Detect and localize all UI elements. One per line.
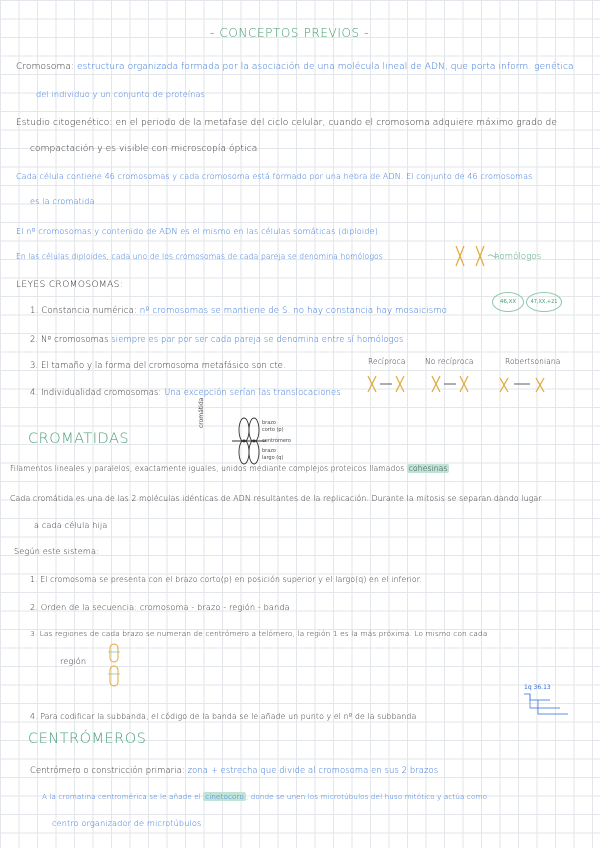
leyes-heading: LEYES CROMOSOMAS:	[16, 280, 124, 290]
cromatidas-p2b: a cada célula hija	[34, 520, 108, 530]
sistema-4: 4. Para codificar la subbanda, el código de la banda se le añade un punto y el nº de la subbanda	[30, 712, 417, 721]
centromero-line-1	[30, 763, 438, 777]
diagram-label-4: brazo	[262, 448, 276, 454]
translocacion-reciproca-label: Recíproca	[368, 357, 406, 366]
cromosoma-line-1	[16, 60, 574, 74]
sistema-3a: 3. Las regiones de cada brazo se numeran de centrómero a telómero, la región 1 es la más próxima. Lo mismo con cada	[30, 629, 488, 638]
diagram-label-1: brazo	[262, 420, 276, 426]
translocacion-robertsoniana-label: Robertsoniana	[505, 357, 561, 366]
centromeros-heading: CENTRÓMEROS	[28, 731, 147, 747]
diploides-line: En las células diploides, cada uno de los cromosomas de cada pareja se denomina homólogos	[16, 252, 383, 261]
numero-line: El nº cromosomas y contenido de ADN es el mismo en las células somáticas (diploide)	[16, 226, 379, 236]
ley-2	[30, 332, 403, 346]
band-diagram	[520, 690, 590, 722]
cada-celula-line-2: es la cromatida	[30, 196, 95, 206]
estudio-def: en el periodo de la metafase del ciclo celular, cuando el cromosoma adquiere máximo grado de	[115, 118, 557, 128]
estudio-line-1	[16, 116, 557, 130]
ley-1	[30, 304, 447, 318]
band-code: 1q 36.13	[524, 684, 551, 691]
centromero-def: zona + estrecha que divide al cromosoma en sus 2 brazos	[187, 765, 439, 775]
ley-4-term: 4. Individualidad cromosomas:	[30, 387, 165, 397]
cromatidas-heading: CROMATIDAS	[28, 431, 130, 447]
cromatidas-p2a: Cada cromátida es una de las 2 moléculas idénticas de ADN resultantes de la replicación. Durante la mitosis se separan dando lugar	[10, 494, 542, 503]
sistema-2: 2. Orden de la secuencia: cromosoma - brazo - región - banda	[30, 602, 290, 612]
cromatidas-p1-text: Filamentos lineales y paralelos, exactamente iguales, unidos mediante complejos proteicos llamados	[10, 464, 407, 473]
ley-1-def: nº cromosomas se mantiene de S. no hay constancia hay mosaicismo	[139, 306, 448, 316]
diagram-side-label: cromátida	[198, 397, 205, 428]
sistema-3b: región	[60, 656, 87, 666]
translocacion-noreciproca-label: No recíproca	[425, 357, 474, 366]
homologos-sketch	[452, 244, 500, 272]
diagram-label-2: corto (p)	[262, 427, 284, 433]
ley-1-term: 1. Constancia numérica:	[30, 306, 140, 316]
ley-4	[30, 385, 341, 399]
centromero-line-2	[42, 790, 487, 804]
diagram-label-5: largo (q)	[262, 455, 284, 461]
homologos-label: homólogos	[494, 252, 542, 262]
ley-4-def: Una excepción serían las translocaciones	[164, 387, 341, 397]
segun-line: Según este sistema:	[14, 546, 99, 556]
cromosoma-term: Cromosoma:	[16, 62, 78, 72]
sistema-1: 1. El cromosoma se presenta con el brazo corto(p) en posición superior y el largo(q) en el inferior.	[30, 575, 422, 584]
centromero-line-3: centro organizador de microtúbulos	[52, 818, 202, 828]
region-diagram	[100, 640, 140, 694]
cromosoma-line-2: del individuo y un conjunto de proteínas	[36, 89, 205, 99]
ley-3: 3. El tamaño y la forma del cromosoma metafásico son cte.	[30, 360, 286, 370]
translocation-chromosomes-icon	[360, 372, 560, 406]
ley-2-def: siempre es par por ser cada pareja se denomina entre sí homólogos	[111, 334, 404, 344]
estudio-line-2: compactación y es visible con microscopía óptica	[30, 144, 258, 154]
cromatidas-p1	[10, 462, 449, 476]
band-code-diagram-icon	[520, 690, 590, 718]
ley-2-term: 2. Nº cromosomas	[30, 334, 112, 344]
centromero-l2a: A la cromatina centromérica se le añade el	[42, 792, 204, 801]
cinetocoro-highlight: cinetocoro	[205, 792, 244, 801]
centromero-term: Centrómero o constricción primaria:	[30, 765, 188, 775]
page-title-row: - CONCEPTOS PREVIOS -	[210, 26, 370, 40]
cohesinas-highlight: cohesinas	[408, 464, 448, 473]
region-chromosome-icon	[100, 640, 140, 690]
page-title: CONCEPTOS PREVIOS	[219, 26, 360, 40]
mosaic-bubble-a: 46,XX	[492, 292, 524, 312]
homologos-chromosome-icon	[452, 244, 500, 268]
cromosoma-def: estructura organizada formada por la asociación de una molécula lineal de ADN, que porta inform. genética	[77, 62, 574, 72]
cada-celula-line-1: Cada célula contiene 46 cromosomas y cada cromosoma está formado por una hebra de ADN. El conjunto de 46 cromosomas	[16, 172, 533, 181]
estudio-term: Estudio citogenético:	[16, 118, 116, 128]
diagram-label-3: centrómero	[262, 438, 291, 444]
translocation-sketches	[360, 372, 560, 410]
centromero-l2b: , donde se unen los microtúbulos del huso mitótico y actúa como	[245, 792, 488, 801]
mosaic-bubble-b: 47,XX,+21	[526, 292, 562, 312]
